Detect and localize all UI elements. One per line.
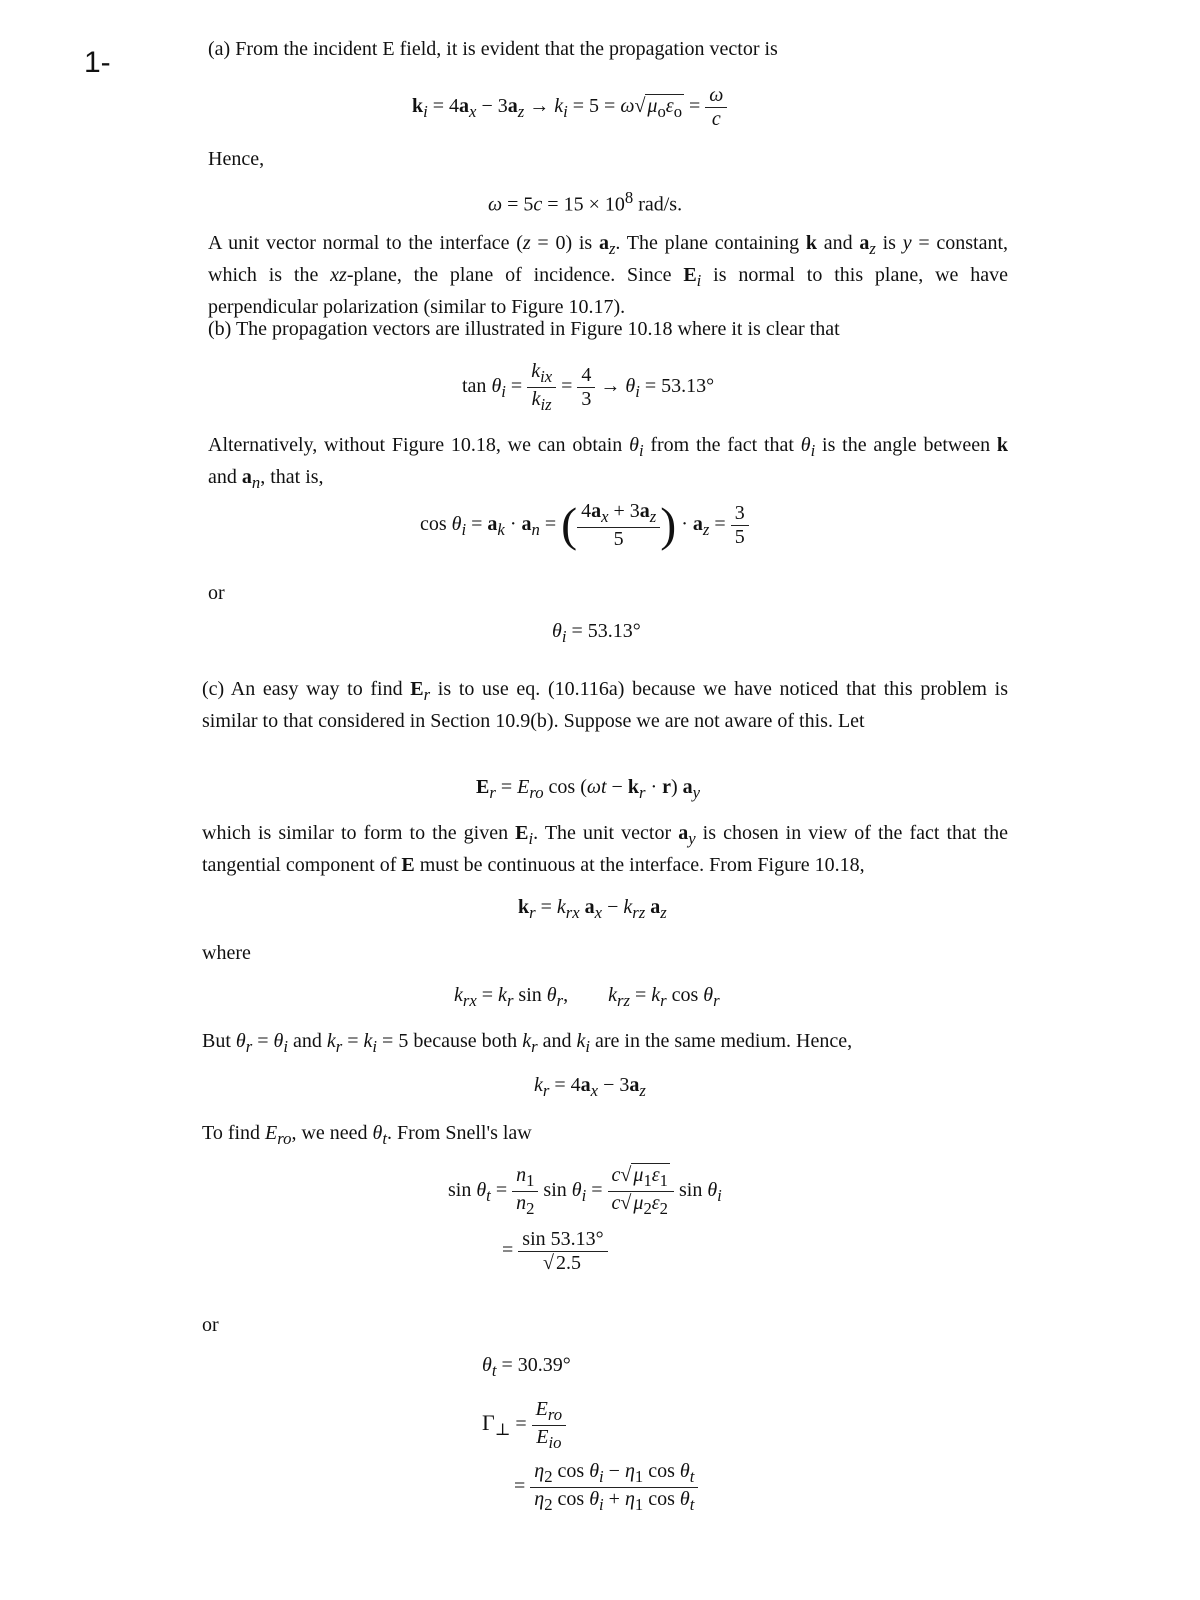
hence-text: Hence,: [208, 148, 265, 170]
equation-gamma-2: = $\frac{\eta_2 \cos \theta_i - \eta_1 \cos \theta_t}{\eta_2 \cos \theta_i + \eta_1 \cos \theta_t}$: [514, 1460, 698, 1515]
similar-paragraph: which is similar to form to the given $E_i$. The unit vector $a_y$ is chosen in view of the fact that the tangential component of E must be continuous at the interface. From Figure 10.18,: [202, 822, 1008, 876]
equation-snell: $\sin \theta_t$ = $\frac{n_1}{n_2}$ $\sin \theta_i$ = $\frac{c√ \mu_1\varepsilon_1}{c√ \mu_2\varepsilon_2}$ $\sin \theta_i$: [448, 1164, 722, 1218]
or-text-1: or: [208, 582, 225, 604]
equation-k: $k_i = 4a_x - 3a_z \to k_i = 5 = \omega√$ $\mu_o\varepsilon_o$ = $\frac{\omega}{c}$: [412, 84, 727, 131]
part-b-intro: (b) The propagation vectors are illustrated in Figure 10.18 where it is clear that: [208, 318, 840, 340]
equation-kr2: $k_r = 4a_x - 3a_z$: [534, 1074, 646, 1100]
equation-Er: $E_r = E_{ro}$ $\cos (\omega t - k_r \cdot r)$ $a_y$: [476, 776, 701, 802]
equation-theta-t: $\theta_t = 30.39^\circ$: [482, 1354, 571, 1380]
or-text-2: or: [202, 1314, 219, 1336]
equation-snell-2: = $\frac{\sin 53.13^\circ}{√ 2.5}$: [502, 1228, 608, 1275]
unit-vector-paragraph: A unit vector normal to the interface (z = 0) is $a_z$. The plane containing k and $a_z$ is y = constant, which is the xz-plane, the plane of incidence. Since $E_i$ is normal to this plane, we have perpendicular polarization (similar to Figure 10.17).: [208, 232, 1008, 318]
equation-omega: $\omega = 5c = 15 \times 10^8$ rad/s.: [488, 188, 683, 216]
equation-kr: $k_r = k_{rx}$ $a_x - k_{rz}$ $a_z$: [518, 896, 667, 922]
equation-krx-krz: $k_{rx} = k_r$ $\sin \theta_r$, $k_{rz} = k_r$ $\cos \theta_r$: [454, 984, 720, 1010]
snell-text: To find $E_{ro}$, we need $\theta_t$. From Snell's law: [202, 1122, 532, 1148]
part-c-paragraph: (c) An easy way to find $E_r$ is to use eq. (10.116a) because we have noticed that this problem is similar to that considered in Section 10.9(b). Suppose we are not aware of this. Let: [202, 678, 1009, 732]
equation-theta-i: $\theta_i = 53.13^\circ$: [552, 620, 641, 646]
problem-number: 1-: [84, 46, 111, 79]
equation-cos: $\cos \theta_i = a_k \cdot a_n$ = ( $\frac{4a_x + 3a_z}{5}$ ) · $a_z$ = $\frac{3}{5}$: [420, 500, 749, 551]
but-text: But $\theta_r = \theta_i$ and $k_r = k_i = 5$ because both $k_r$ and $k_i$ are in the same medium. Hence,: [202, 1030, 853, 1056]
where-text: where: [202, 942, 251, 964]
alternative-paragraph: Alternatively, without Figure 10.18, we can obtain $\theta_i$ from the fact that $\theta_i$ is the angle between k and $a_n$, that is,: [208, 434, 1008, 492]
equation-gamma: $\Gamma_\perp$ = $\frac{E_{ro}}{E_{io}}$: [482, 1398, 566, 1453]
part-a-intro: (a) From the incident E field, it is evident that the propagation vector is: [208, 38, 778, 60]
equation-tan: $\tan \theta_i$ = $\frac{k_{ix}}{k_{iz}}$ = $\frac{4}{3}$ → $\theta_i = 53.13^\circ$: [462, 360, 715, 414]
